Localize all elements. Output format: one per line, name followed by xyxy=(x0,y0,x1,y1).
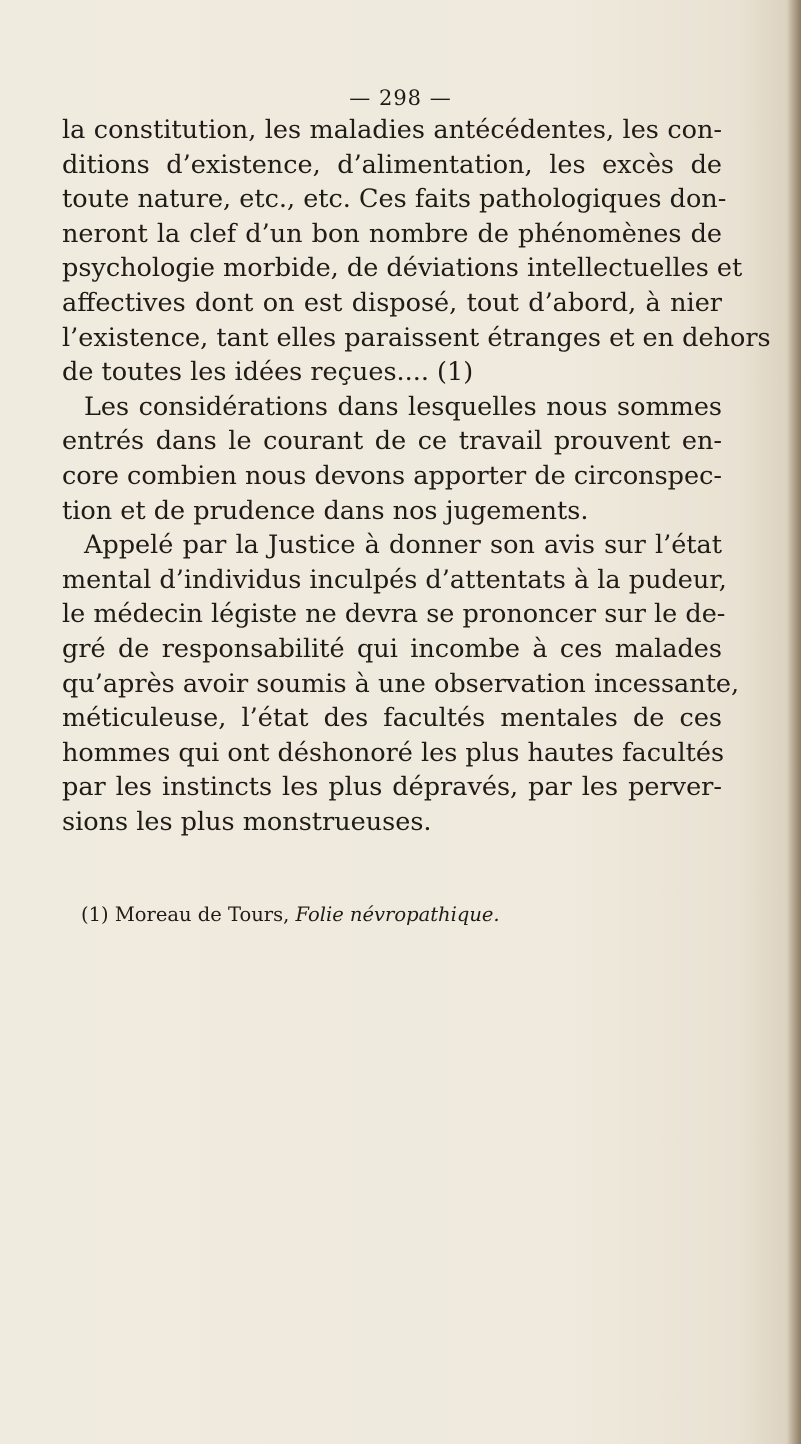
page-number-header: — 298 — xyxy=(349,86,452,110)
page-edge-shadow xyxy=(787,0,801,1444)
footnote-title: Folie névropathique. xyxy=(295,903,500,926)
text-line: gré de responsabilité qui incombe à ces malades xyxy=(62,633,722,664)
text-line: tion et de prudence dans nos jugements. xyxy=(62,495,589,526)
text-line: Les considérations dans lesquelles nous sommes xyxy=(84,391,722,422)
text-line: Appelé par la Justice à donner son avis sur l’état xyxy=(84,530,722,561)
text-line: psychologie morbide, de déviations intellectuelles et xyxy=(62,253,743,284)
text-line: qu’après avoir soumis à une observation incessante, xyxy=(62,668,740,699)
text-line: la constitution, les maladies antécédentes, les con- xyxy=(62,115,722,145)
text-line: méticuleuse, l’état des facultés mentales de ces xyxy=(62,703,722,734)
text-line: l’existence, tant elles paraissent étranges et en dehors xyxy=(62,322,771,353)
text-line: le médecin légiste ne devra se prononcer sur le de- xyxy=(62,599,726,630)
text-line: ditions d’existence, d’alimentation, les excès de xyxy=(62,149,722,180)
text-line: core combien nous devons apporter de circonspec- xyxy=(62,460,722,491)
text-line: de toutes les idées reçues.... (1) xyxy=(62,357,474,388)
footnote-reference: (1) Moreau de Tours, xyxy=(81,903,296,926)
text-line: hommes qui ont déshonoré les plus hautes facultés xyxy=(62,737,725,768)
text-line: mental d’individus inculpés d’attentats à la pudeur, xyxy=(62,564,727,595)
text-line: sions les plus monstrueuses. xyxy=(62,806,432,837)
text-line: neront la clef d’un bon nombre de phénomènes de xyxy=(62,218,722,249)
text-line: affectives dont on est disposé, tout d’abord, à nier xyxy=(62,287,722,318)
text-line: entrés dans le courant de ce travail prouvent en- xyxy=(62,426,722,457)
main-text xyxy=(62,113,771,839)
text-line: toute nature, etc., etc. Ces faits pathologiques don- xyxy=(62,184,727,215)
text-line: par les instincts les plus dépravés, par les perver- xyxy=(62,772,722,803)
footnote xyxy=(81,903,500,926)
